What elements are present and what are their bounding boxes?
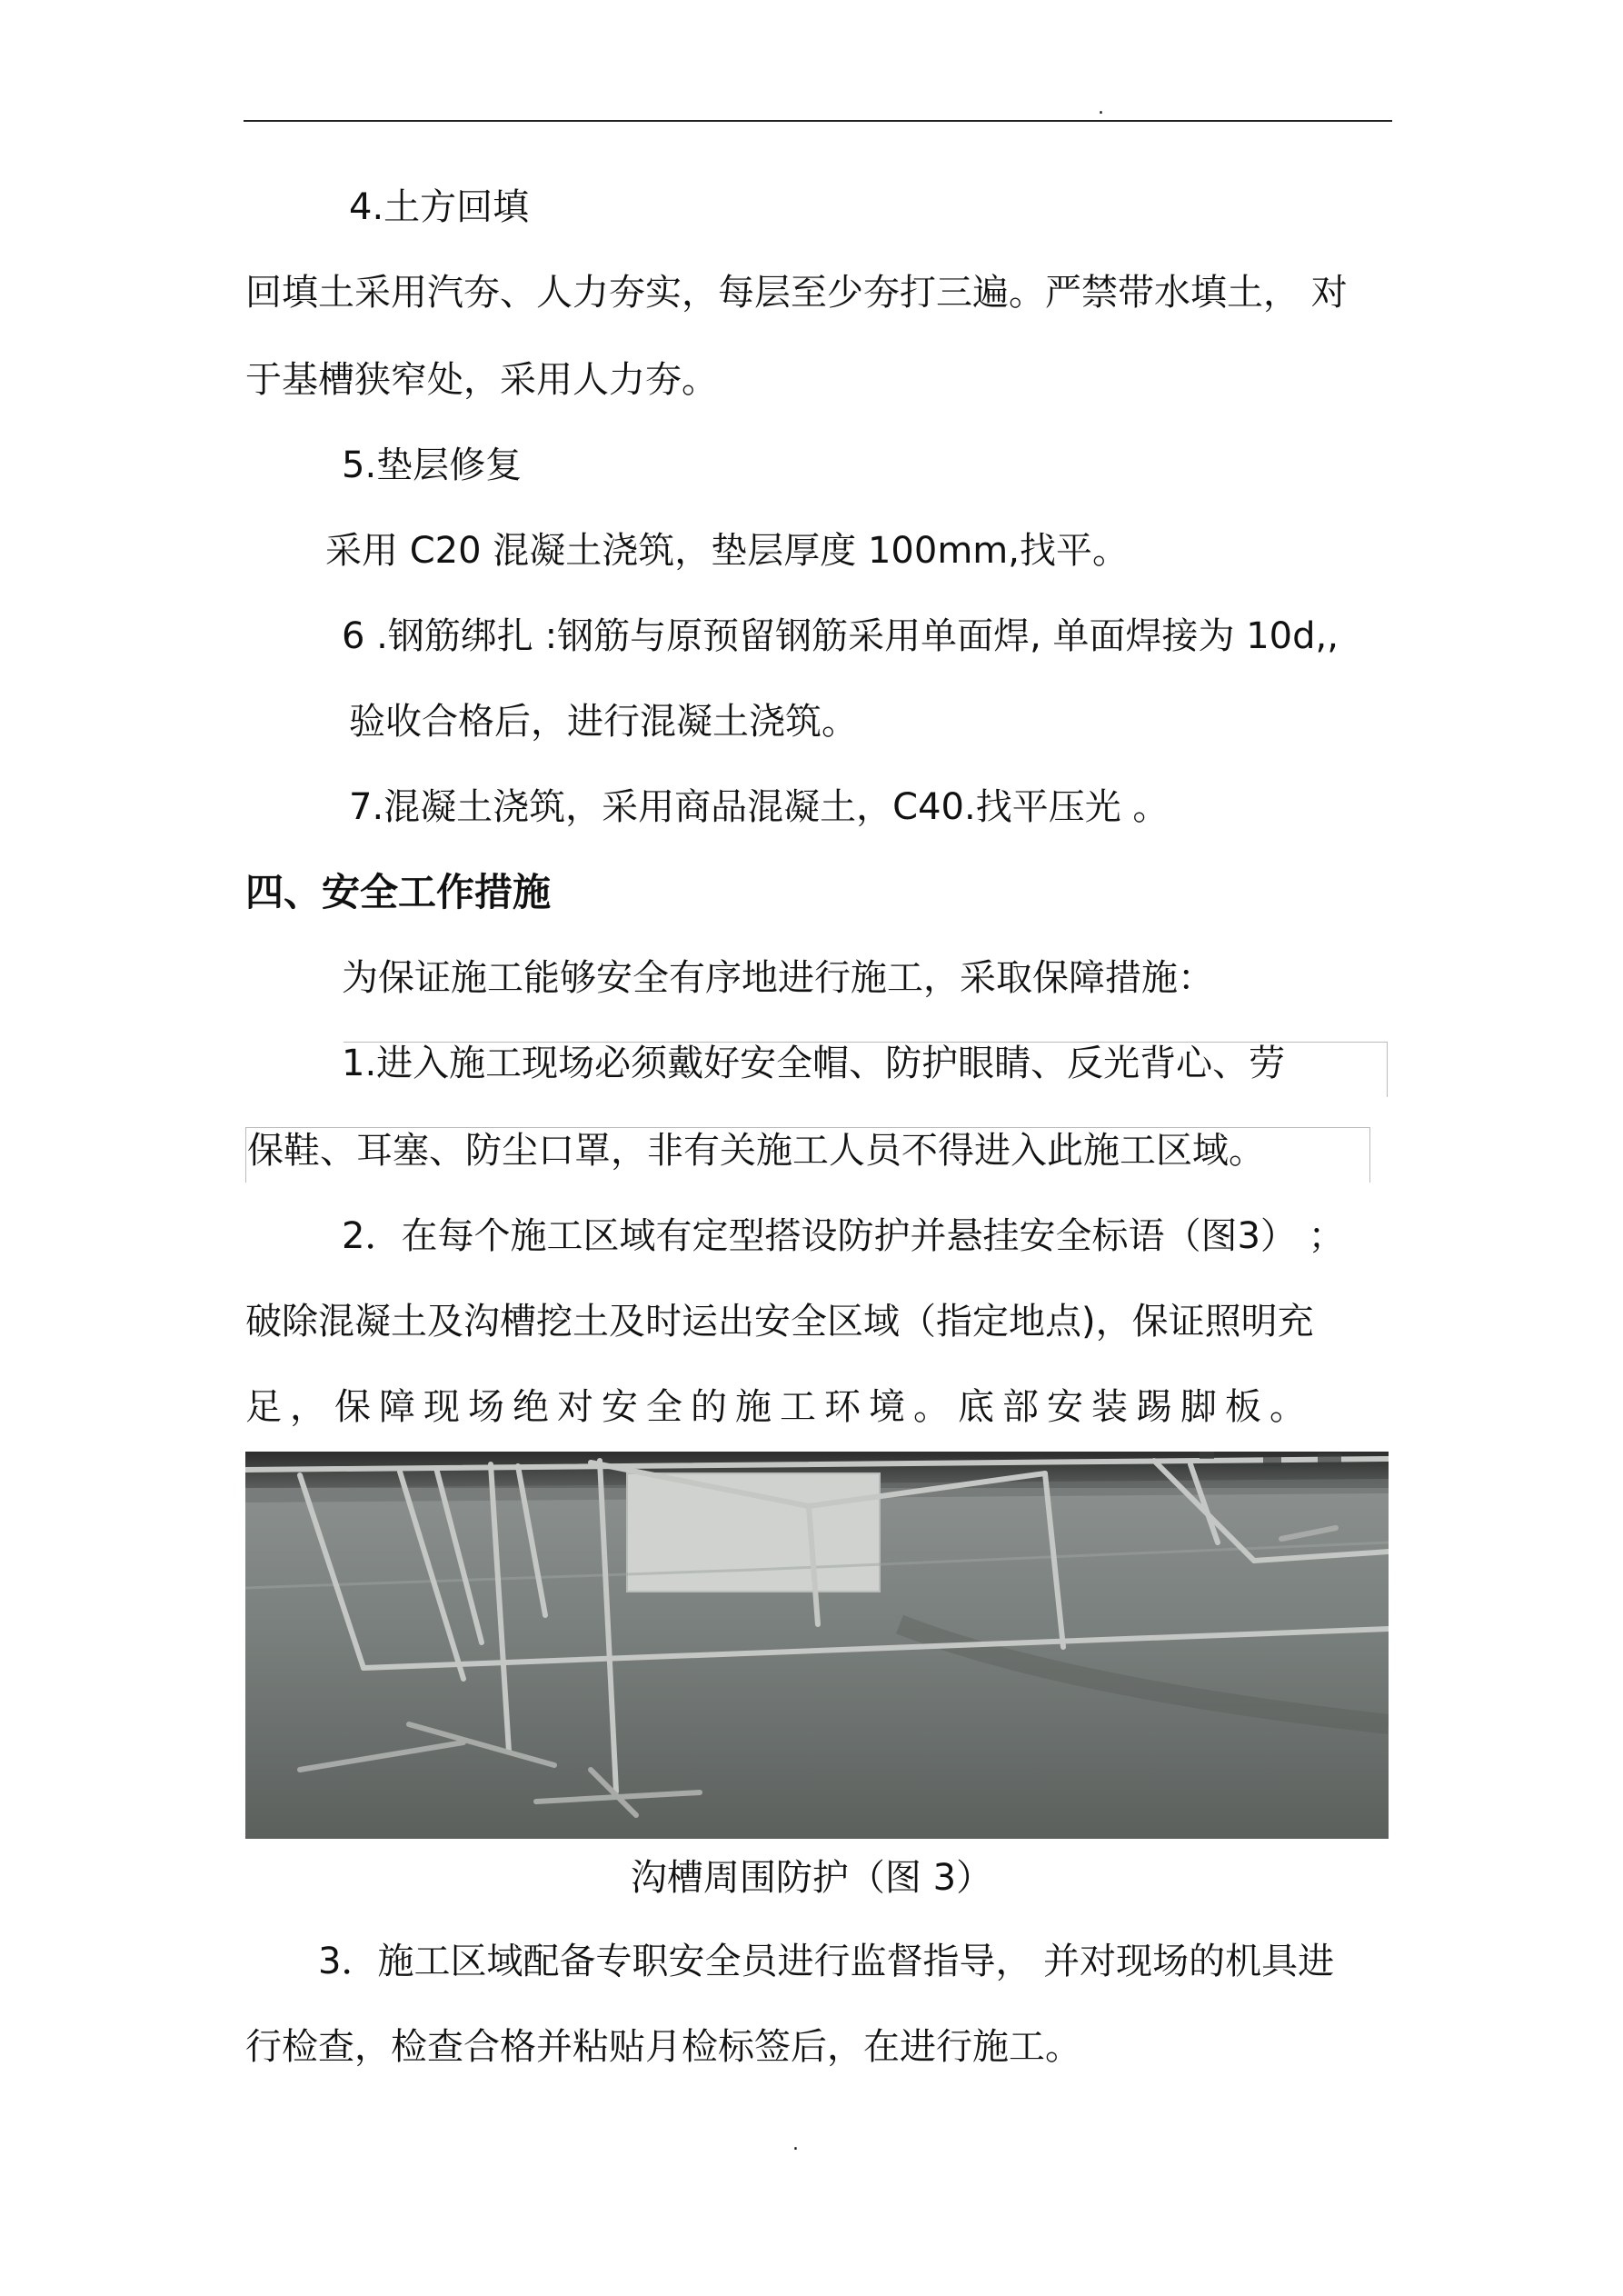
paragraph-line: 为保证施工能够安全有序地进行施工，采取保障措施： bbox=[342, 957, 1214, 999]
paragraph-line: 6 .钢筋绑扎 :钢筋与原预留钢筋采用单面焊, 单面焊接为 10d,, bbox=[342, 615, 1339, 657]
paragraph-line: 破除混凝土及沟槽挖土及时运出安全区域（指定地点)，保证照明充 bbox=[245, 1301, 1314, 1343]
paragraph-line: 2．在每个施工区域有定型搭设防护并悬挂安全标语（图3） ； bbox=[342, 1215, 1345, 1257]
footer-dot: . bbox=[792, 2132, 799, 2155]
paragraph-line: 回填土采用汽夯、人力夯实，每层至少夯打三遍。严禁带水填土， 对 bbox=[245, 272, 1348, 314]
paragraph-line: 保鞋、耳塞、防尘口罩，非有关施工人员不得进入此施工区域。 bbox=[247, 1130, 1265, 1172]
paragraph-line: 7.混凝土浇筑，采用商品混凝土，C40.找平压光 。 bbox=[349, 786, 1170, 828]
paragraph-line: 验收合格后，进行混凝土浇筑。 bbox=[349, 701, 858, 743]
subheading-backfill: 4.土方回填 bbox=[349, 186, 530, 228]
trench-guardrail-photo bbox=[245, 1452, 1389, 1839]
header-dot: . bbox=[1098, 96, 1104, 119]
figure-caption: 沟槽周围防护（图 3） bbox=[630, 1857, 993, 1899]
paragraph-line: 于基槽狭窄处，采用人力夯。 bbox=[245, 359, 718, 401]
paragraph-line: 1.进入施工现场必须戴好安全帽、防护眼睛、反光背心、劳 bbox=[342, 1043, 1286, 1084]
paragraph-line: 采用 C20 混凝土浇筑，垫层厚度 100mm,找平。 bbox=[325, 530, 1129, 572]
subheading-cushion-repair: 5.垫层修复 bbox=[342, 444, 523, 486]
paragraph-line: 行检查，检查合格并粘贴月检标签后，在进行施工。 bbox=[245, 2026, 1081, 2068]
paragraph-line: 3．施工区域配备专职安全员进行监督指导， 并对现场的机具进 bbox=[318, 1941, 1335, 1982]
header-rule bbox=[244, 120, 1392, 122]
section-heading-safety: 四、安全工作措施 bbox=[245, 870, 552, 914]
paragraph-line: 足，保障现场绝对安全的施工环境。底部安装踢脚板。 bbox=[245, 1386, 1314, 1428]
